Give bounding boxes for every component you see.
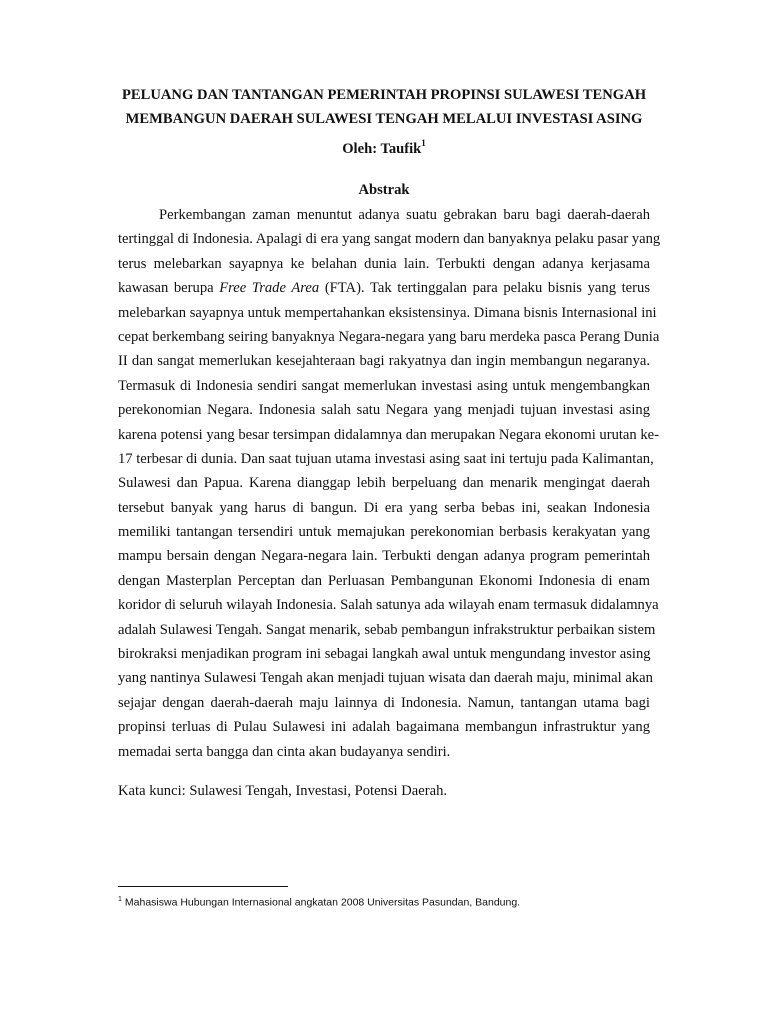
abstract-line: melebarkan sayapnya untuk mempertahankan eksistensinya. Dimana bisnis Internasional ini xyxy=(118,304,657,321)
abstract-line: mampu bersain dengan Negara-negara lain. Terbukti dengan adanya program pemerintah xyxy=(118,548,650,565)
abstract-line: cepat berkembang seiring banyaknya Negara-negara yang baru merdeka pasca Perang Dunia xyxy=(118,328,660,345)
abstract-line-fta-start: kawasan berupa xyxy=(118,280,220,297)
abstract-line: perekonomian Negara. Indonesia salah satu Negara yang menjadi tujuan investasi asing xyxy=(118,402,650,419)
title-line-1: PELUANG DAN TANTANGAN PEMERINTAH PROPINSI SULAWESI TENGAH xyxy=(121,87,647,103)
abstract-line: koridor di seluruh wilayah Indonesia. Salah satunya ada wilayah enam termasuk didalamnya xyxy=(118,597,659,614)
abstract-line: memiliki tantangan tersendiri untuk memajukan perekonomian berbasis kerakyatan yang xyxy=(118,524,650,541)
abstract-line: adalah Sulawesi Tengah. Sangat menarik, sebab pembangun infrakstruktur perbaikan sistem xyxy=(118,621,656,638)
footnote-mark: 1 xyxy=(118,896,122,903)
abstract-line: dengan Masterplan Perceptan dan Perluasan Pembangunan Ekonomi Indonesia di enam xyxy=(118,572,650,589)
abstract-line: terus melebarkan sayapnya ke belahan dunia lain. Terbukti dengan adanya kerjasama xyxy=(118,255,650,272)
abstract-line: Sulawesi dan Papua. Karena dianggap lebih berpeluang dan menarik mengingat daerah xyxy=(118,475,650,492)
abstract-line-fta-end: (FTA). Tak tertinggalan para pelaku bisnis yang terus xyxy=(319,280,650,297)
abstract-line: 17 terbesar di dunia. Dan saat tujuan utama investasi asing saat ini tertuju pada Kalimantan, xyxy=(118,450,654,467)
abstract-line: II dan sangat memerlukan kesejahteraan bagi rakyatnya dan ingin membangun negaranya. xyxy=(118,353,650,370)
abstract-line-fta xyxy=(118,278,650,302)
abstract-line-last: memadai serta bangga dan cinta akan budayanya sendiri. xyxy=(118,743,451,760)
footnote xyxy=(118,893,678,910)
abstract-line: tersebut banyak yang harus di bangun. Di era yang serba bebas ini, seakan Indonesia xyxy=(118,499,650,516)
abstract-line: birokraksi menjadikan program ini sebagai langkah awal untuk mengundang investor asing xyxy=(118,646,651,663)
author-footnote-mark: 1 xyxy=(421,138,426,148)
author-line xyxy=(0,135,768,158)
footnote-divider xyxy=(118,886,288,887)
abstract-line: Termasuk di Indonesia sendiri sangat memerlukan investasi asing untuk mengembangkan xyxy=(118,377,650,394)
abstract-line: Perkembangan zaman menuntut adanya suatu gebrakan baru bagi daerah-daerah xyxy=(159,207,650,223)
footnote-text: Mahasiswa Hubungan Internasional angkatan 2008 Universitas Pasundan, Bandung. xyxy=(124,896,521,909)
abstract-line: propinsi terluas di Pulau Sulawesi ini adalah bagaimana membangun infrastruktur yang xyxy=(118,719,650,736)
abstract-line: sejajar dengan daerah-daerah maju lainnya di Indonesia. Namun, tantangan utama bagi xyxy=(118,694,650,711)
author-name: Oleh: Taufik xyxy=(342,140,422,157)
fta-italic-term: Free Trade Area xyxy=(219,280,320,297)
abstract-line: karena potensi yang besar tersimpan didalamnya dan merupakan Negara ekonomi urutan ke- xyxy=(118,426,659,443)
abstract-line: yang nantinya Sulawesi Tengah akan menjadi tujuan wisata dan daerah maju, minimal akan xyxy=(118,670,653,687)
abstract-heading: Abstrak xyxy=(358,182,410,198)
abstract-line: tertinggal di Indonesia. Apalagi di era yang sangat modern dan banyaknya pelaku pasar yang xyxy=(118,231,661,248)
keywords: Kata kunci: Sulawesi Tengah, Investasi, Potensi Daerah. xyxy=(118,783,448,799)
title-line-2: MEMBANGUN DAERAH SULAWESI TENGAH MELALUI INVESTASI ASING xyxy=(125,111,643,127)
abstract-body xyxy=(118,205,661,766)
